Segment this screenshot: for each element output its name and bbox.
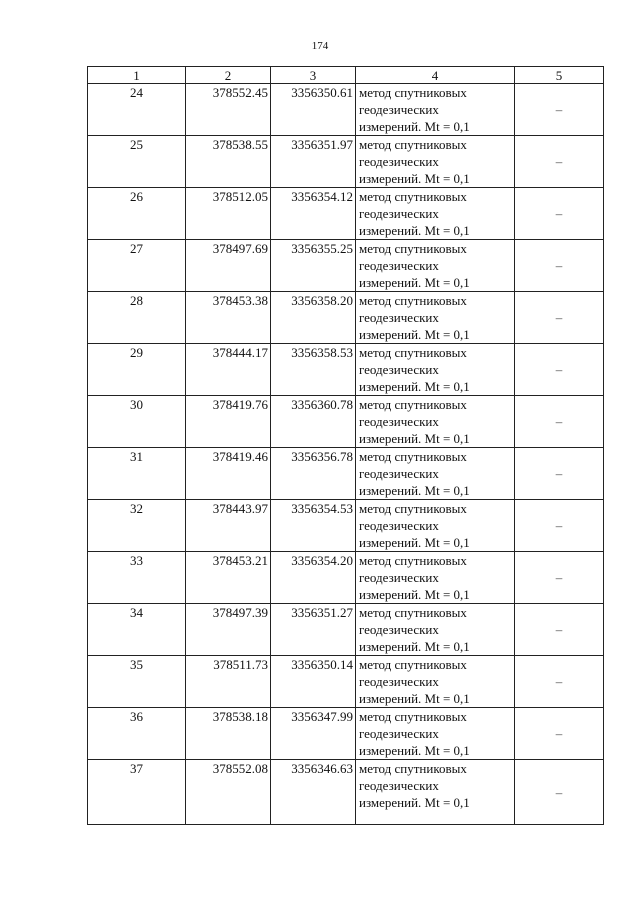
table-row	[88, 552, 604, 604]
y-coordinate-cell: 3356360.78	[271, 396, 356, 448]
method-line: измерений. Mt = 0,1	[359, 275, 470, 290]
note-cell: –	[515, 136, 604, 188]
y-coordinate-cell: 3356354.53	[271, 500, 356, 552]
point-number-cell: 29	[88, 344, 186, 396]
note-cell: –	[515, 188, 604, 240]
note-cell: –	[515, 396, 604, 448]
y-coordinate-cell: 3356350.61	[271, 84, 356, 136]
method-cell	[356, 708, 515, 760]
x-coordinate-cell: 378419.76	[186, 396, 271, 448]
method-line: измерений. Mt = 0,1	[359, 587, 470, 602]
method-line: геодезических	[359, 778, 439, 793]
method-line: метод спутниковых	[359, 657, 467, 672]
note-cell: –	[515, 292, 604, 344]
table-row	[88, 708, 604, 760]
method-line: метод спутниковых	[359, 449, 467, 464]
method-line: метод спутниковых	[359, 137, 467, 152]
table-row	[88, 292, 604, 344]
method-cell	[356, 240, 515, 292]
x-coordinate-cell: 378512.05	[186, 188, 271, 240]
y-coordinate-cell: 3356350.14	[271, 656, 356, 708]
method-line: геодезических	[359, 518, 439, 533]
method-cell	[356, 656, 515, 708]
method-line: геодезических	[359, 726, 439, 741]
method-line: метод спутниковых	[359, 85, 467, 100]
method-line: измерений. Mt = 0,1	[359, 223, 470, 238]
note-cell: –	[515, 500, 604, 552]
note-cell: –	[515, 604, 604, 656]
method-line: метод спутниковых	[359, 345, 467, 360]
x-coordinate-cell: 378538.18	[186, 708, 271, 760]
x-coordinate-cell: 378443.97	[186, 500, 271, 552]
method-line: геодезических	[359, 310, 439, 325]
method-cell	[356, 448, 515, 500]
note-cell: –	[515, 656, 604, 708]
method-line: измерений. Mt = 0,1	[359, 795, 470, 810]
x-coordinate-cell: 378453.38	[186, 292, 271, 344]
method-line: измерений. Mt = 0,1	[359, 743, 470, 758]
note-cell: –	[515, 552, 604, 604]
x-coordinate-cell: 378552.08	[186, 760, 271, 825]
y-coordinate-cell: 3356355.25	[271, 240, 356, 292]
point-number-cell: 27	[88, 240, 186, 292]
note-cell: –	[515, 448, 604, 500]
note-cell: –	[515, 760, 604, 825]
note-cell: –	[515, 708, 604, 760]
table-row	[88, 240, 604, 292]
table-row	[88, 500, 604, 552]
method-cell	[356, 604, 515, 656]
method-cell	[356, 760, 515, 825]
table-row	[88, 604, 604, 656]
method-cell	[356, 552, 515, 604]
method-cell	[356, 344, 515, 396]
column-header: 5	[515, 67, 604, 84]
method-line: геодезических	[359, 570, 439, 585]
point-number-cell: 35	[88, 656, 186, 708]
method-cell	[356, 188, 515, 240]
method-line: измерений. Mt = 0,1	[359, 327, 470, 342]
method-line: измерений. Mt = 0,1	[359, 483, 470, 498]
y-coordinate-cell: 3356346.63	[271, 760, 356, 825]
column-header: 1	[88, 67, 186, 84]
method-line: измерений. Mt = 0,1	[359, 691, 470, 706]
point-number-cell: 26	[88, 188, 186, 240]
method-line: геодезических	[359, 414, 439, 429]
method-cell	[356, 136, 515, 188]
x-coordinate-cell: 378552.45	[186, 84, 271, 136]
point-number-cell: 30	[88, 396, 186, 448]
method-line: измерений. Mt = 0,1	[359, 379, 470, 394]
table-row	[88, 84, 604, 136]
note-cell: –	[515, 240, 604, 292]
y-coordinate-cell: 3356347.99	[271, 708, 356, 760]
point-number-cell: 36	[88, 708, 186, 760]
method-line: геодезических	[359, 258, 439, 273]
table-row	[88, 344, 604, 396]
method-cell	[356, 84, 515, 136]
column-header: 2	[186, 67, 271, 84]
x-coordinate-cell: 378511.73	[186, 656, 271, 708]
method-line: метод спутниковых	[359, 241, 467, 256]
point-number-cell: 32	[88, 500, 186, 552]
method-line: измерений. Mt = 0,1	[359, 639, 470, 654]
point-number-cell: 24	[88, 84, 186, 136]
method-cell	[356, 500, 515, 552]
note-cell: –	[515, 84, 604, 136]
x-coordinate-cell: 378497.69	[186, 240, 271, 292]
x-coordinate-cell: 378497.39	[186, 604, 271, 656]
x-coordinate-cell: 378538.55	[186, 136, 271, 188]
method-line: геодезических	[359, 622, 439, 637]
table-row	[88, 448, 604, 500]
method-line: метод спутниковых	[359, 501, 467, 516]
point-number-cell: 37	[88, 760, 186, 825]
point-number-cell: 33	[88, 552, 186, 604]
y-coordinate-cell: 3356351.97	[271, 136, 356, 188]
x-coordinate-cell: 378453.21	[186, 552, 271, 604]
x-coordinate-cell: 378419.46	[186, 448, 271, 500]
y-coordinate-cell: 3356354.12	[271, 188, 356, 240]
method-line: измерений. Mt = 0,1	[359, 535, 470, 550]
method-line: метод спутниковых	[359, 709, 467, 724]
method-line: геодезических	[359, 466, 439, 481]
coordinates-table	[87, 66, 604, 825]
point-number-cell: 34	[88, 604, 186, 656]
y-coordinate-cell: 3356351.27	[271, 604, 356, 656]
method-line: метод спутниковых	[359, 189, 467, 204]
method-line: геодезических	[359, 102, 439, 117]
method-line: измерений. Mt = 0,1	[359, 431, 470, 446]
y-coordinate-cell: 3356358.20	[271, 292, 356, 344]
column-header: 3	[271, 67, 356, 84]
method-line: метод спутниковых	[359, 293, 467, 308]
method-cell	[356, 396, 515, 448]
y-coordinate-cell: 3356358.53	[271, 344, 356, 396]
point-number-cell: 28	[88, 292, 186, 344]
table-row	[88, 656, 604, 708]
table-row	[88, 188, 604, 240]
method-line: метод спутниковых	[359, 605, 467, 620]
point-number-cell: 31	[88, 448, 186, 500]
point-number-cell: 25	[88, 136, 186, 188]
y-coordinate-cell: 3356356.78	[271, 448, 356, 500]
method-cell	[356, 292, 515, 344]
method-line: геодезических	[359, 674, 439, 689]
method-line: метод спутниковых	[359, 553, 467, 568]
note-cell: –	[515, 344, 604, 396]
method-line: геодезических	[359, 206, 439, 221]
table-row	[88, 396, 604, 448]
method-line: метод спутниковых	[359, 397, 467, 412]
y-coordinate-cell: 3356354.20	[271, 552, 356, 604]
table-header-row	[88, 67, 604, 84]
method-line: метод спутниковых	[359, 761, 467, 776]
method-line: геодезических	[359, 362, 439, 377]
method-line: измерений. Mt = 0,1	[359, 119, 470, 134]
method-line: геодезических	[359, 154, 439, 169]
table-row	[88, 760, 604, 825]
x-coordinate-cell: 378444.17	[186, 344, 271, 396]
column-header: 4	[356, 67, 515, 84]
method-line: измерений. Mt = 0,1	[359, 171, 470, 186]
page-number: 174	[311, 40, 329, 52]
table-row	[88, 136, 604, 188]
